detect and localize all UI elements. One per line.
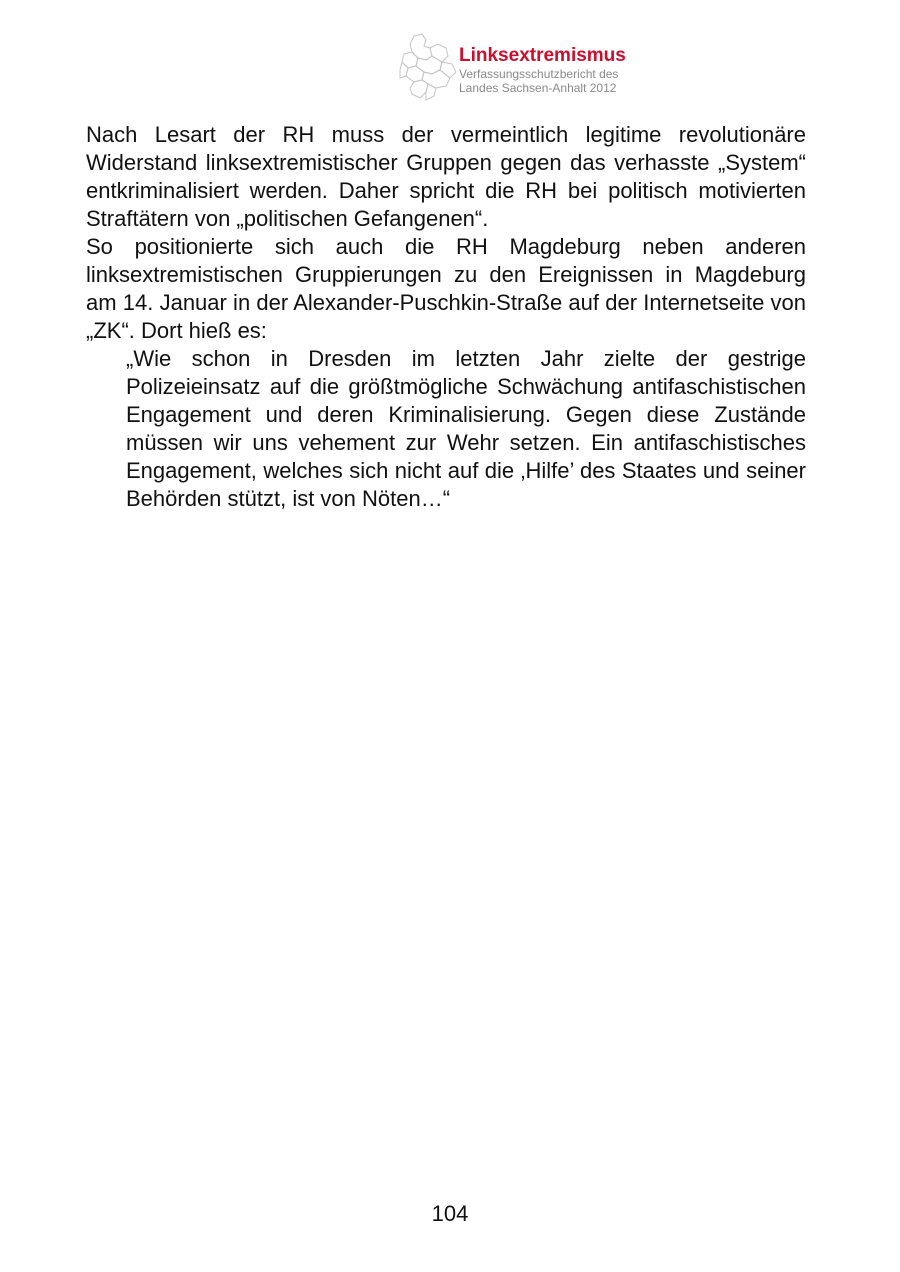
page-number: 104	[431, 1201, 469, 1226]
header-subtitle-line1: Verfassungsschutzbericht des	[459, 67, 619, 81]
block-quote: „Wie schon in Dresden im letzten Jahr zielte der gestrige Polizeieinsatz auf die größtmögliche Schwächung antifaschistischen Engagement und deren Kriminalisierung. Gegen diese Zustände müssen wir uns vehement zur Wehr setzen. Ein antifaschistisches Engagement, welches sich nicht auf die ‚Hilfe’ des Staates und seiner Behörden stützt, ist von Nöten…“	[126, 346, 806, 511]
body-paragraph-2: So positionierte sich auch die RH Magdeburg neben anderen linksextremistischen Gruppierungen zu den Ereignissen in Magdeburg am 14. Januar in der Alexander-Puschkin-Straße auf der Internetseite von „ZK“. Dort hieß es:	[86, 234, 806, 343]
sachsen-anhalt-map-icon	[396, 32, 460, 102]
header-text-block	[459, 45, 689, 95]
header-subtitle-line2: Landes Sachsen-Anhalt 2012	[459, 81, 617, 95]
page-header	[396, 32, 686, 104]
main-content	[86, 121, 806, 513]
header-title: Linksextremismus	[459, 45, 626, 66]
body-paragraph-1: Nach Lesart der RH muss der vermeintlich legitime revolutionäre Widerstand linksextremistischer Gruppen gegen das verhasste „System“ entkriminalisiert werden. Daher spricht die RH bei politisch motivierten Straftätern von „politischen Gefangenen“.	[86, 122, 806, 231]
